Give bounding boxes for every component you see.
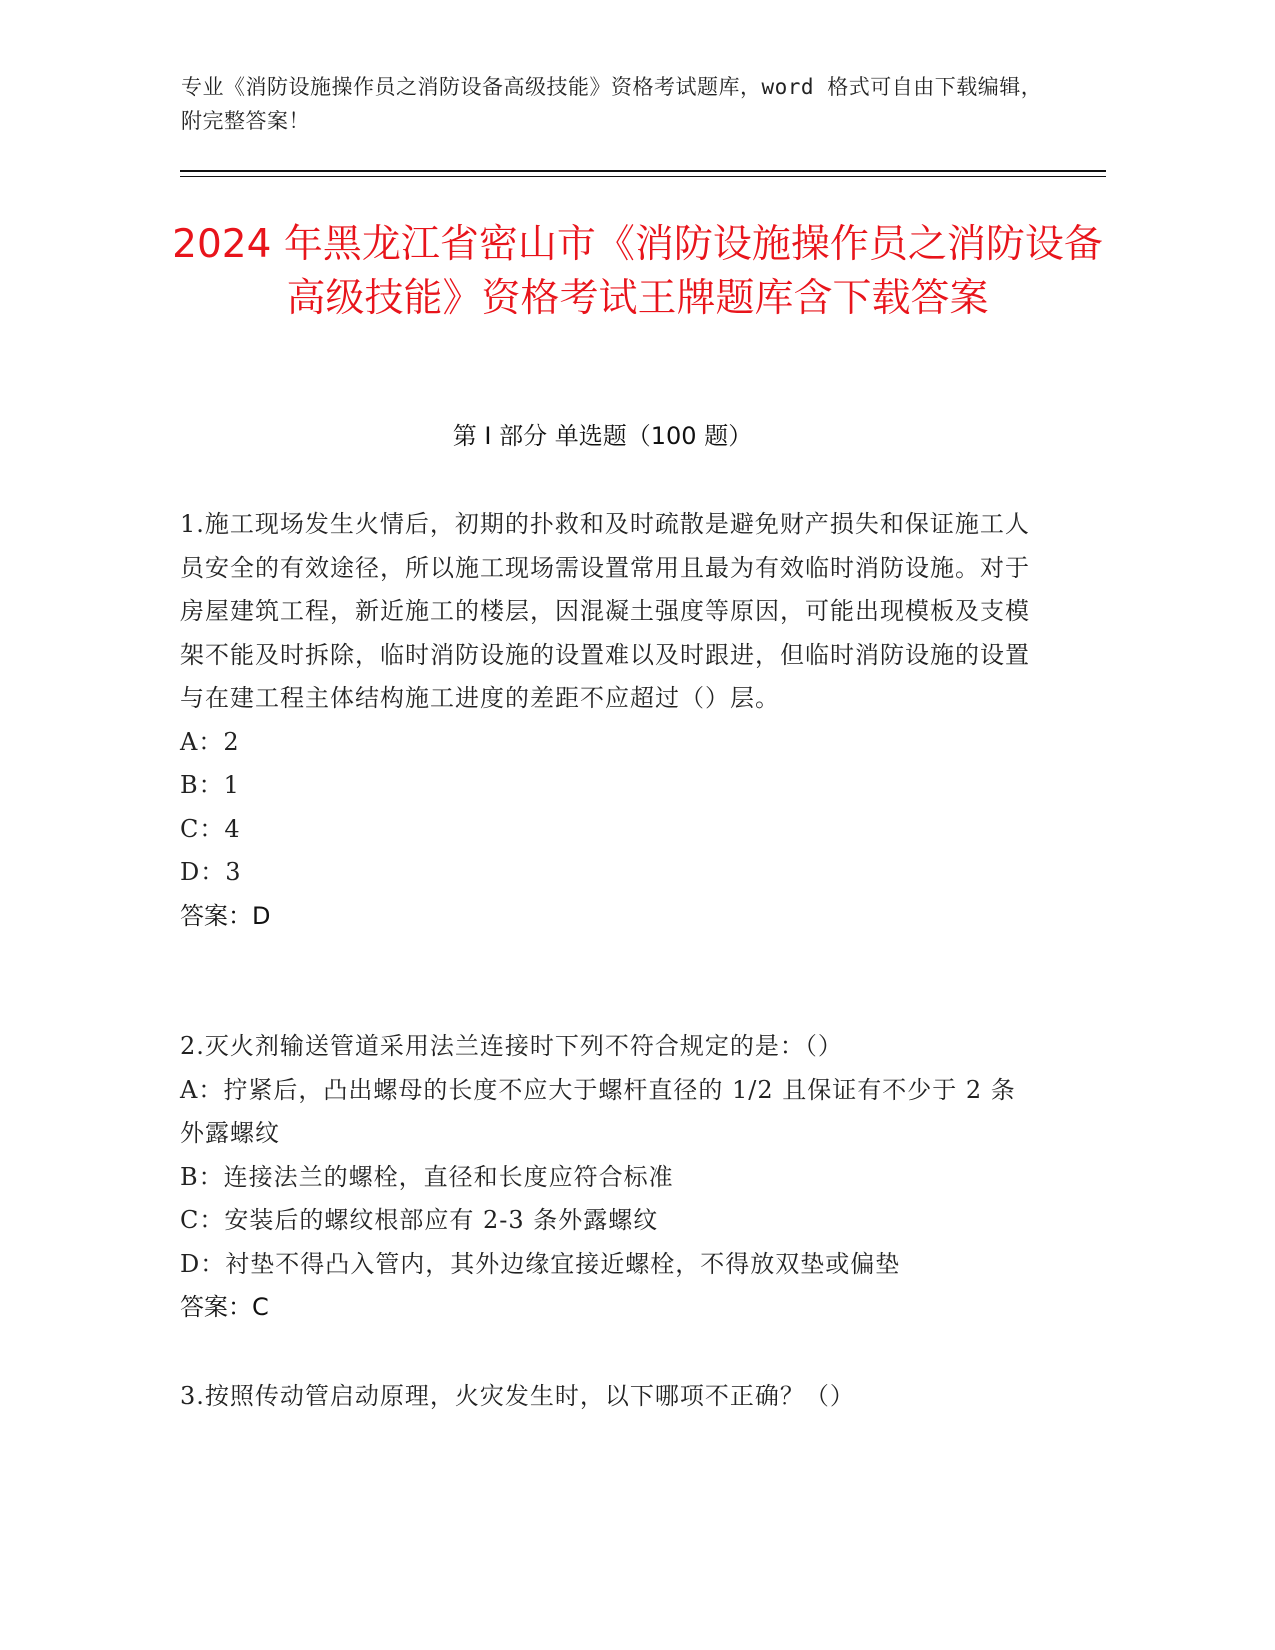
answer-text: 答案：D — [180, 901, 271, 930]
question-stem: 1.施工现场发生火情后，初期的扑救和及时疏散是避免财产损失和保证施工人员安全的有效途径，所以施工现场需设置常用且最为有效临时消防设施。对于房屋建筑工程，新近施工的楼层，因混凝土强度等原因，可能出现模板及支模架不能及时拆除，临时消防设施的设置难以及时跟进，但临时消防设施的设置与在建工程主体结构施工进度的差距不应超过（）层。 — [180, 510, 1030, 712]
option-c: C：安装后的螺纹根部应有 2-3 条外露螺纹 — [180, 1206, 659, 1234]
option-b: B：连接法兰的螺栓，直径和长度应符合标准 — [180, 1162, 674, 1191]
header-note: 专业《消防设施操作员之消防设备高级技能》资格考试题库，word 格式可自由下载编辑，附完整答案！ — [181, 75, 1043, 133]
question-1 — [180, 503, 1040, 938]
section-heading: 第 I 部分 单选题（100 题） — [452, 422, 753, 450]
option-a: A：拧紧后，凸出螺母的长度不应大于螺杆直径的 1/2 且保证有不少于 2 条外露螺纹 — [180, 1075, 1016, 1147]
answer-text: 答案：C — [180, 1293, 269, 1321]
option-a: A：2 — [180, 727, 240, 756]
question-stem: 2.灭火剂输送管道采用法兰连接时下列不符合规定的是：（） — [180, 1032, 843, 1060]
header-divider-thick — [180, 170, 1106, 172]
header-divider-thin — [180, 176, 1106, 177]
option-d: D：衬垫不得凸入管内，其外边缘宜接近螺栓，不得放双垫或偏垫 — [180, 1249, 901, 1278]
question-stem: 3.按照传动管启动原理，火灾发生时，以下哪项不正确？（） — [180, 1382, 855, 1410]
document-title: 2024 年黑龙江省密山市《消防设施操作员之消防设备高级技能》资格考试王牌题库含下载答案 — [172, 222, 1103, 321]
option-d: D：3 — [180, 858, 242, 886]
option-c: C：4 — [180, 814, 241, 843]
option-b: B：1 — [180, 771, 240, 799]
question-3 — [180, 1375, 1040, 1419]
question-2 — [180, 1025, 1040, 1330]
